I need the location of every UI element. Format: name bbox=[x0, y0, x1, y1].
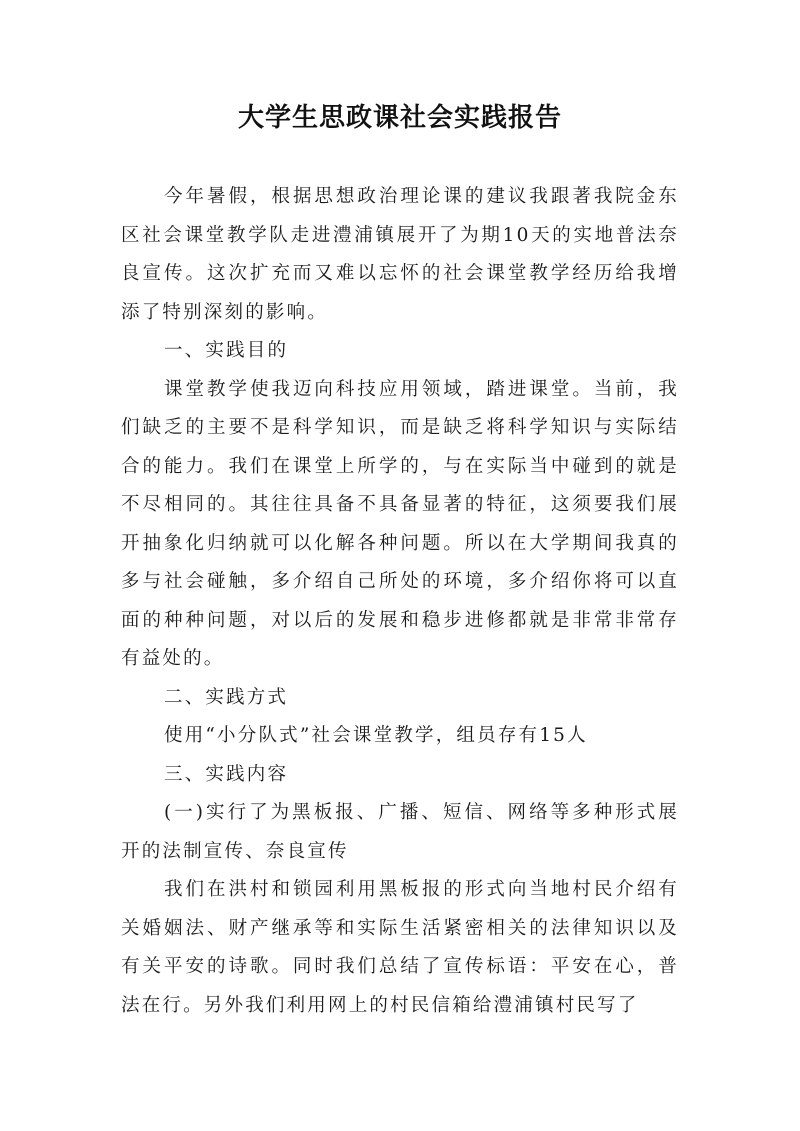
subsection-heading-publicity: (一)实行了为黑板报、广播、短信、网络等多种形式展开的法制宣传、奈良宣传 bbox=[121, 802, 679, 862]
document-body bbox=[121, 178, 679, 1025]
paragraph-publicity: 我们在洪村和锁园利用黑板报的形式向当地村民介绍有关婚姻法、财产继承等和实际生活紧密相关的法律知识以及有关平安的诗歌。同时我们总结了宣传标语：平安在心，普法在行。另外我们利用网上的村民信箱给澧浦镇村民写了 bbox=[121, 879, 679, 1016]
section-heading-content: 三、实践内容 bbox=[164, 763, 289, 785]
document-title: 大学生思政课社会实践报告 bbox=[237, 103, 562, 133]
paragraph-purpose: 课堂教学使我迈向科技应用领域，踏进课堂。当前，我们缺乏的主要不是科学知识，而是缺乏将科学知识与实际结合的能力。我们在课堂上所学的，与在实际当中碰到的就是不尽相同的。其往往具备不具备显著的特征，这须要我们展开抽象化归纳就可以化解各种问题。所以在大学期间我真的多与社会碰触，多介绍自己所处的环境，多介绍你将可以直面的种种问题，对以后的发展和稳步进修都就是非常非常存有益处的。 bbox=[121, 378, 679, 669]
section-heading-method: 二、实践方式 bbox=[164, 686, 289, 708]
paragraph-method: 使用“小分队式”社会课堂教学，组员存有15人 bbox=[164, 725, 588, 746]
paragraph-intro: 今年暑假，根据思想政治理论课的建议我跟著我院金东区社会课堂教学队走进澧浦镇展开了为期10天的实地普法奈良宣传。这次扩充而又难以忘怀的社会课堂教学经历给我增添了特别深刻的影响。 bbox=[121, 186, 679, 323]
section-heading-purpose: 一、实践目的 bbox=[164, 340, 289, 361]
